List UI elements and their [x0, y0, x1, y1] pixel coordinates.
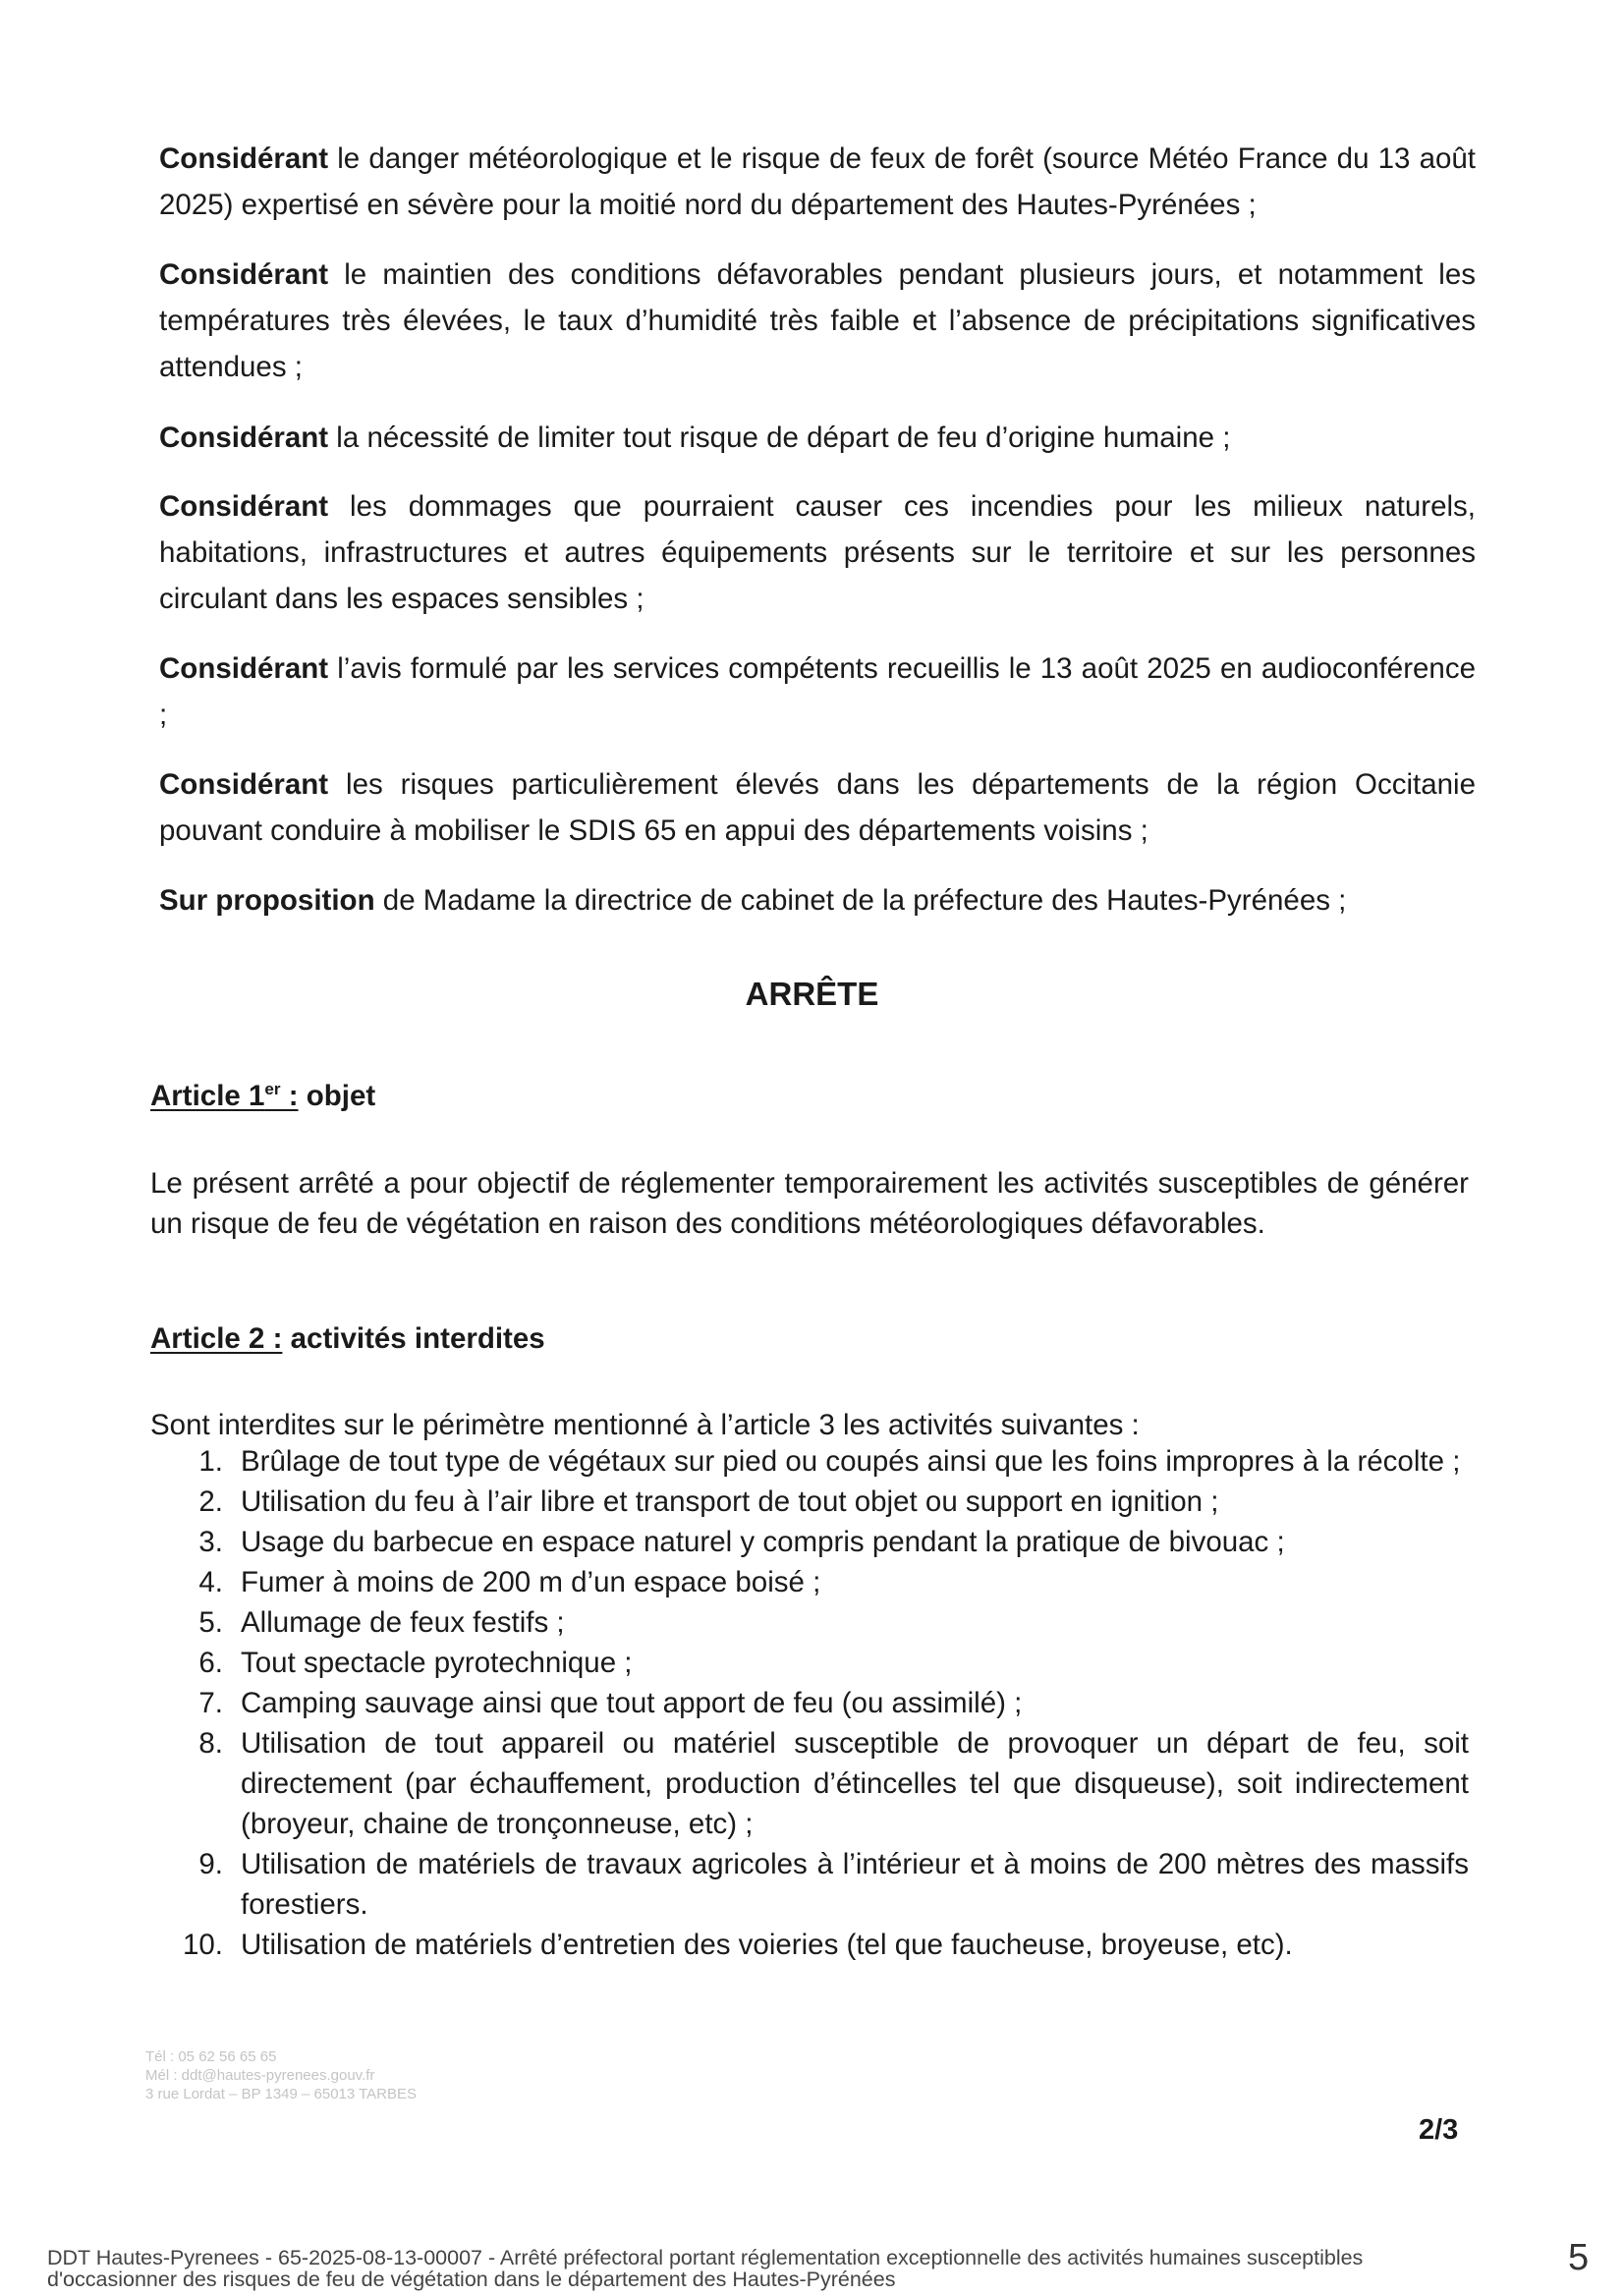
- paragraph-text: les dommages que pourraient causer ces incendies pour les milieux naturels, habitations, infrastructures et autres équipements présents sur le territoire et sur les personnes circulant dans les espaces sensibles ;: [159, 490, 1476, 615]
- article-2-subject: activités interdites: [282, 1322, 545, 1355]
- paragraph-lead: Considérant: [159, 652, 329, 685]
- paragraph-text: la nécessité de limiter tout risque de départ de feu d’origine humaine ;: [328, 421, 1231, 454]
- page-number: 5: [1568, 2237, 1590, 2278]
- decree-heading: ARRÊTE: [745, 976, 879, 1012]
- paragraph-text: de Madame la directrice de cabinet de la préfecture des Hautes-Pyrénées ;: [374, 884, 1347, 917]
- list-number: 3.: [198, 1526, 223, 1558]
- list-number: 9.: [198, 1848, 223, 1880]
- article-1-body: Le présent arrêté a pour objectif de réglementer temporairement les activités susceptibles de générer un risque de feu de végétation en raison des conditions météorologiques défavorables.: [150, 1167, 1469, 1240]
- list-item: [147, 1482, 1469, 1522]
- list-number: 4.: [198, 1566, 223, 1598]
- list-number: 1.: [198, 1445, 223, 1478]
- list-item: [147, 1844, 1469, 1925]
- list-text: Usage du barbecue en espace naturel y compris pendant la pratique de bivouac ;: [241, 1526, 1285, 1558]
- list-text: Allumage de feux festifs ;: [241, 1606, 565, 1639]
- considerant-paragraph: [159, 761, 1476, 854]
- list-item: [147, 1925, 1469, 1965]
- considerant-paragraph: [159, 645, 1476, 738]
- contact-email: Mél : ddt@hautes-pyrenees.gouv.fr: [145, 2067, 375, 2084]
- list-number: 2.: [198, 1485, 223, 1518]
- article-1-label: Article 1er :: [150, 1080, 299, 1112]
- list-text: Utilisation de matériels de travaux agricoles à l’intérieur et à moins de 200 mètres des massifs forestiers.: [241, 1848, 1469, 1921]
- list-text: Camping sauvage ainsi que tout apport de feu (ou assimilé) ;: [241, 1687, 1023, 1719]
- paragraph-lead: Considérant: [159, 142, 329, 175]
- paragraph-text: le danger météorologique et le risque de feux de forêt (source Météo France du 13 août 2025) expertisé en sévère pour la moitié nord du département des Hautes-Pyrénées ;: [159, 142, 1476, 221]
- list-number: 8.: [198, 1727, 223, 1760]
- prohibited-activities-list: [147, 1441, 1469, 1965]
- list-item: [147, 1441, 1469, 1482]
- considerant-paragraph: [159, 136, 1476, 228]
- article-1-title: [150, 1080, 375, 1113]
- list-item: [147, 1683, 1469, 1723]
- list-item: [147, 1602, 1469, 1643]
- contact-phone: Tél : 05 62 56 65 65: [145, 2048, 277, 2065]
- list-text: Utilisation de tout appareil ou matériel susceptible de provoquer un départ de feu, soit directement (par échauffement, production d’étincelles tel que disqueuse), soit indirectement (broyeur, chaine de tronçonneuse, etc) ;: [241, 1727, 1469, 1840]
- list-item: [147, 1522, 1469, 1562]
- paragraph-text: l’avis formulé par les services compétents recueillis le 13 août 2025 en audioconférence ;: [159, 652, 1476, 731]
- list-text: Tout spectacle pyrotechnique ;: [241, 1647, 633, 1679]
- article-1-sup: er: [264, 1080, 281, 1099]
- paragraph-text: le maintien des conditions défavorables pendant plusieurs jours, et notamment les températures très élevées, le taux d’humidité très faible et l’absence de précipitations significatives attendues ;: [159, 258, 1476, 383]
- contact-block: [145, 2047, 417, 2103]
- paragraph-lead: Considérant: [159, 258, 329, 291]
- list-text: Fumer à moins de 200 m d’un espace boisé ;: [241, 1566, 821, 1598]
- article-2-label: Article 2 :: [150, 1322, 283, 1355]
- paragraph-lead: Considérant: [159, 768, 329, 801]
- list-item: [147, 1723, 1469, 1844]
- list-item: [147, 1643, 1469, 1683]
- considerant-paragraph: [159, 483, 1476, 622]
- paragraph-lead: Considérant: [159, 421, 329, 454]
- considerant-paragraph: [159, 415, 1476, 461]
- list-text: Utilisation de matériels d’entretien des voieries (tel que faucheuse, broyeuse, etc).: [241, 1929, 1293, 1961]
- list-number: 10.: [182, 1929, 223, 1961]
- article-2-intro: Sont interdites sur le périmètre mentionné à l’article 3 les activités suivantes :: [150, 1409, 1140, 1441]
- list-number: 5.: [198, 1606, 223, 1639]
- paragraph-lead: Sur proposition: [159, 884, 375, 917]
- paragraph-lead: Considérant: [159, 490, 329, 523]
- considerant-paragraph: [159, 252, 1476, 390]
- list-item: [147, 1562, 1469, 1602]
- proposition-paragraph: [159, 877, 1476, 924]
- page-counter: 2/3: [1419, 2114, 1459, 2146]
- article-2-title: [150, 1322, 545, 1356]
- contact-address: 3 rue Lordat – BP 1349 – 65013 TARBES: [145, 2086, 418, 2102]
- list-number: 6.: [198, 1647, 223, 1679]
- list-number: 7.: [198, 1687, 223, 1719]
- list-text: Brûlage de tout type de végétaux sur pied ou coupés ainsi que les foins impropres à la récolte ;: [241, 1445, 1461, 1478]
- paragraph-text: les risques particulièrement élevés dans les départements de la région Occitanie pouvant conduire à mobiliser le SDIS 65 en appui des départements voisins ;: [159, 768, 1476, 847]
- list-text: Utilisation du feu à l’air libre et transport de tout objet ou support en ignition ;: [241, 1485, 1219, 1518]
- article-1-subject: objet: [298, 1080, 376, 1112]
- document-reference: DDT Hautes-Pyrenees - 65-2025-08-13-00007 - Arrêté préfectoral portant réglementation exceptionnelle des activités humaines susceptibles d'occasionner des risques de feu de végétation dans le département des Hautes-Pyrénées: [47, 2246, 1364, 2291]
